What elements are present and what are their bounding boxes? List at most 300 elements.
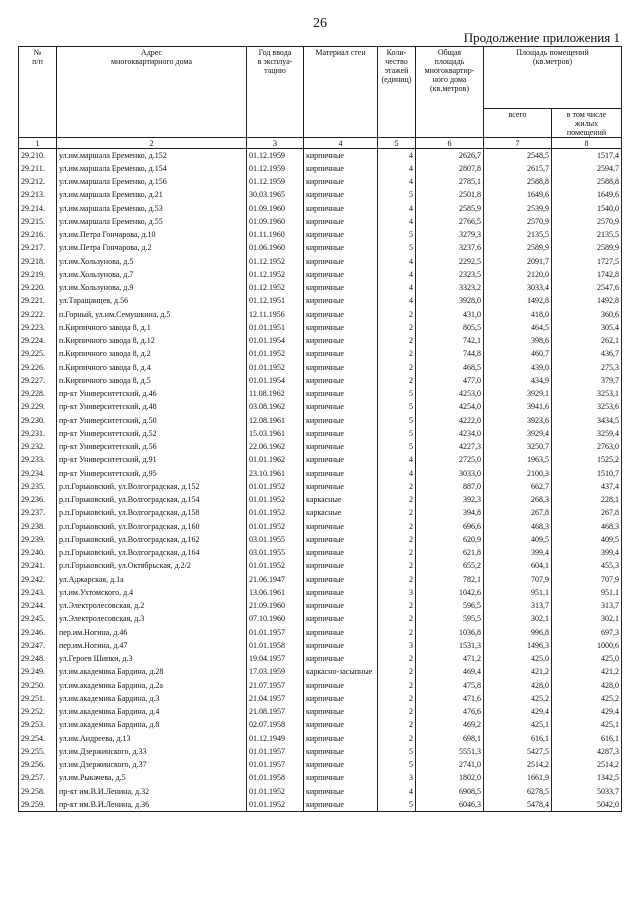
table-row [19, 427, 622, 440]
table-row [19, 175, 622, 188]
table-row [19, 586, 622, 599]
premises-total-cell: 1963,5 [484, 453, 552, 466]
row-number: 29.230. [19, 414, 57, 427]
row-number: 29.221. [19, 294, 57, 307]
premises-total-cell: 2514,2 [484, 758, 552, 771]
table-row [19, 374, 622, 387]
total-area-cell: 468,5 [416, 361, 484, 374]
floors-cell: 4 [378, 255, 416, 268]
total-area-cell: 2501,8 [416, 188, 484, 201]
residential-area-cell: 228,1 [552, 493, 622, 506]
total-area-cell: 742,1 [416, 334, 484, 347]
material-cell: кирпичные [304, 268, 378, 281]
floors-cell: 5 [378, 387, 416, 400]
premises-total-cell: 2100,3 [484, 467, 552, 480]
address-cell: пер.им.Ногина, д.46 [57, 626, 247, 639]
row-number: 29.228. [19, 387, 57, 400]
total-area-cell: 782,1 [416, 573, 484, 586]
address-cell: р.п.Горьковский, ул.Волгоградская, д.152 [57, 480, 247, 493]
material-cell: кирпичные [304, 374, 378, 387]
residential-area-cell: 1492,8 [552, 294, 622, 307]
address-cell: пр-кт Университетский, д.46 [57, 387, 247, 400]
address-cell: ул.им.маршала Еременко, д.152 [57, 149, 247, 162]
total-area-cell: 4222,0 [416, 414, 484, 427]
address-cell: ул.Аджарская, д.1а [57, 573, 247, 586]
header-address: Адрес многоквартирного дома [57, 47, 247, 138]
material-cell: кирпичные [304, 347, 378, 360]
row-number: 29.235. [19, 480, 57, 493]
row-number: 29.258. [19, 785, 57, 798]
residential-area-cell: 428,0 [552, 679, 622, 692]
row-number: 29.212. [19, 175, 57, 188]
address-cell: пр-кт Университетский, д.91 [57, 453, 247, 466]
year-cell: 17.03.1959 [247, 665, 304, 678]
total-area-cell: 2741,0 [416, 758, 484, 771]
year-cell: 30.03.1965 [247, 188, 304, 201]
residential-area-cell: 267,8 [552, 506, 622, 519]
residential-area-cell: 437,4 [552, 480, 622, 493]
residential-area-cell: 616,1 [552, 732, 622, 745]
total-area-cell: 469,2 [416, 718, 484, 731]
floors-cell: 2 [378, 361, 416, 374]
premises-total-cell: 399,4 [484, 546, 552, 559]
floors-cell: 5 [378, 745, 416, 758]
floors-cell: 4 [378, 149, 416, 162]
total-area-cell: 2323,5 [416, 268, 484, 281]
housing-register-table [18, 46, 622, 812]
floors-cell: 2 [378, 374, 416, 387]
floors-cell: 2 [378, 334, 416, 347]
total-area-cell: 595,5 [416, 612, 484, 625]
address-cell: ул.им.Андреева, д.13 [57, 732, 247, 745]
material-cell: кирпичные [304, 718, 378, 731]
premises-total-cell: 313,7 [484, 599, 552, 612]
material-cell: кирпичные [304, 467, 378, 480]
address-cell: ул.им.маршала Еременко, д.21 [57, 188, 247, 201]
column-number: 7 [484, 138, 552, 149]
total-area-cell: 4253,0 [416, 387, 484, 400]
table-row [19, 162, 622, 175]
row-number: 29.243. [19, 586, 57, 599]
address-cell: ул.им.академика Бардина, д.2а [57, 679, 247, 692]
residential-area-cell: 2594,7 [552, 162, 622, 175]
address-cell: ул.им.маршала Еременко, д.55 [57, 215, 247, 228]
premises-total-cell: 3250,7 [484, 440, 552, 453]
table-row [19, 652, 622, 665]
row-number: 29.234. [19, 467, 57, 480]
table-row [19, 758, 622, 771]
floors-cell: 5 [378, 228, 416, 241]
floors-cell: 2 [378, 308, 416, 321]
material-cell: кирпичные [304, 202, 378, 215]
residential-area-cell: 1517,4 [552, 149, 622, 162]
table-row [19, 785, 622, 798]
residential-area-cell: 1342,5 [552, 771, 622, 784]
year-cell: 12.08.1961 [247, 414, 304, 427]
residential-area-cell: 3253,1 [552, 387, 622, 400]
address-cell: ул.им.маршала Еременко, д.53 [57, 202, 247, 215]
premises-total-cell: 425,0 [484, 652, 552, 665]
floors-cell: 4 [378, 215, 416, 228]
address-cell: р.п.Горьковский, ул.Волгоградская, д.154 [57, 493, 247, 506]
premises-total-cell: 604,1 [484, 559, 552, 572]
premises-total-cell: 439,0 [484, 361, 552, 374]
residential-area-cell: 3434,5 [552, 414, 622, 427]
floors-cell: 5 [378, 400, 416, 413]
material-cell: кирпичные [304, 599, 378, 612]
address-cell: пр-кт Университетский, д.48 [57, 400, 247, 413]
residential-area-cell: 1000,6 [552, 639, 622, 652]
row-number: 29.225. [19, 347, 57, 360]
table-row [19, 559, 622, 572]
table-row [19, 387, 622, 400]
floors-cell: 5 [378, 241, 416, 254]
material-cell: кирпичные [304, 228, 378, 241]
row-number: 29.236. [19, 493, 57, 506]
year-cell: 22.06.1962 [247, 440, 304, 453]
residential-area-cell: 425,2 [552, 692, 622, 705]
address-cell: ул.им.академика Бардина, д.4 [57, 705, 247, 718]
column-number: 8 [552, 138, 622, 149]
residential-area-cell: 421,2 [552, 665, 622, 678]
year-cell: 15.03.1961 [247, 427, 304, 440]
floors-cell: 4 [378, 467, 416, 480]
residential-area-cell: 2763,0 [552, 440, 622, 453]
material-cell: кирпичные [304, 361, 378, 374]
table-row [19, 732, 622, 745]
total-area-cell: 3928,0 [416, 294, 484, 307]
floors-cell: 2 [378, 533, 416, 546]
total-area-cell: 477,0 [416, 374, 484, 387]
total-area-cell: 4234,0 [416, 427, 484, 440]
premises-total-cell: 2539,9 [484, 202, 552, 215]
residential-area-cell: 1727,5 [552, 255, 622, 268]
premises-total-cell: 460,7 [484, 347, 552, 360]
header-premises-area: Площадь помещений (кв.метров) [484, 47, 622, 109]
row-number: 29.215. [19, 215, 57, 228]
floors-cell: 2 [378, 718, 416, 731]
total-area-cell: 620,9 [416, 533, 484, 546]
table-row [19, 400, 622, 413]
material-cell: кирпичные [304, 732, 378, 745]
year-cell: 01.11.1960 [247, 228, 304, 241]
floors-cell: 2 [378, 506, 416, 519]
premises-total-cell: 2570,9 [484, 215, 552, 228]
year-cell: 01.01.1957 [247, 626, 304, 639]
table-row [19, 467, 622, 480]
address-cell: ул.им.Петра Гончарова, д.10 [57, 228, 247, 241]
address-cell: ул.Героев Шипки, д.3 [57, 652, 247, 665]
total-area-cell: 1036,8 [416, 626, 484, 639]
table-row [19, 281, 622, 294]
total-area-cell: 4254,0 [416, 400, 484, 413]
year-cell: 01.01.1952 [247, 798, 304, 811]
floors-cell: 4 [378, 175, 416, 188]
year-cell: 01.12.1949 [247, 732, 304, 745]
premises-total-cell: 2615,7 [484, 162, 552, 175]
year-cell: 03.08.1962 [247, 400, 304, 413]
table-row [19, 599, 622, 612]
row-number: 29.249. [19, 665, 57, 678]
table-row [19, 308, 622, 321]
table-row [19, 149, 622, 162]
table-row [19, 453, 622, 466]
total-area-cell: 2785,1 [416, 175, 484, 188]
table-row [19, 705, 622, 718]
column-number: 4 [304, 138, 378, 149]
address-cell: ул.Электролесовская, д.3 [57, 612, 247, 625]
floors-cell: 5 [378, 758, 416, 771]
floors-cell: 4 [378, 294, 416, 307]
row-number: 29.210. [19, 149, 57, 162]
table-row [19, 612, 622, 625]
material-cell: кирпичные [304, 480, 378, 493]
residential-area-cell: 5042,0 [552, 798, 622, 811]
address-cell: ул.им.маршала Еременко, д.154 [57, 162, 247, 175]
total-area-cell: 471,2 [416, 652, 484, 665]
premises-total-cell: 2120,0 [484, 268, 552, 281]
year-cell: 01.01.1962 [247, 453, 304, 466]
material-cell: кирпичные [304, 255, 378, 268]
premises-total-cell: 3941,6 [484, 400, 552, 413]
address-cell: пер.им.Ногина, д.47 [57, 639, 247, 652]
premises-total-cell: 3929,1 [484, 387, 552, 400]
row-number: 29.231. [19, 427, 57, 440]
floors-cell: 2 [378, 493, 416, 506]
row-number: 29.224. [19, 334, 57, 347]
floors-cell: 2 [378, 732, 416, 745]
floors-cell: 5 [378, 427, 416, 440]
residential-area-cell: 262,1 [552, 334, 622, 347]
premises-total-cell: 267,8 [484, 506, 552, 519]
header-material: Материал стен [304, 47, 378, 138]
premises-total-cell: 3923,6 [484, 414, 552, 427]
premises-total-cell: 418,0 [484, 308, 552, 321]
floors-cell: 4 [378, 453, 416, 466]
premises-total-cell: 302,1 [484, 612, 552, 625]
address-cell: р.п.Горьковский, ул.Волгоградская, д.158 [57, 506, 247, 519]
residential-area-cell: 1742,8 [552, 268, 622, 281]
material-cell: каркасно-засыпные [304, 665, 378, 678]
residential-area-cell: 399,4 [552, 546, 622, 559]
premises-total-cell: 707,9 [484, 573, 552, 586]
year-cell: 01.01.1952 [247, 506, 304, 519]
residential-area-cell: 379,7 [552, 374, 622, 387]
material-cell: кирпичные [304, 785, 378, 798]
floors-cell: 4 [378, 202, 416, 215]
premises-total-cell: 2091,7 [484, 255, 552, 268]
year-cell: 01.01.1952 [247, 480, 304, 493]
row-number: 29.227. [19, 374, 57, 387]
table-row [19, 321, 622, 334]
residential-area-cell: 313,7 [552, 599, 622, 612]
row-number: 29.257. [19, 771, 57, 784]
total-area-cell: 2725,0 [416, 453, 484, 466]
premises-total-cell: 421,2 [484, 665, 552, 678]
total-area-cell: 6046,3 [416, 798, 484, 811]
floors-cell: 4 [378, 162, 416, 175]
row-number: 29.239. [19, 533, 57, 546]
address-cell: ул.им.Дзержинского, д.37 [57, 758, 247, 771]
total-area-cell: 475,8 [416, 679, 484, 692]
table-row [19, 692, 622, 705]
material-cell: кирпичные [304, 705, 378, 718]
table-row [19, 493, 622, 506]
floors-cell: 2 [378, 520, 416, 533]
material-cell: кирпичные [304, 745, 378, 758]
floors-cell: 2 [378, 480, 416, 493]
premises-total-cell: 3033,4 [484, 281, 552, 294]
material-cell: кирпичные [304, 400, 378, 413]
total-area-cell: 1802,0 [416, 771, 484, 784]
table-row [19, 188, 622, 201]
year-cell: 01.01.1952 [247, 493, 304, 506]
table-row [19, 334, 622, 347]
premises-total-cell: 398,6 [484, 334, 552, 347]
residential-area-cell: 2589,9 [552, 241, 622, 254]
floors-cell: 2 [378, 665, 416, 678]
total-area-cell: 2292,5 [416, 255, 484, 268]
total-area-cell: 3033,0 [416, 467, 484, 480]
material-cell: кирпичные [304, 626, 378, 639]
premises-total-cell: 616,1 [484, 732, 552, 745]
row-number: 29.233. [19, 453, 57, 466]
residential-area-cell: 2514,2 [552, 758, 622, 771]
total-area-cell: 805,5 [416, 321, 484, 334]
material-cell: кирпичные [304, 308, 378, 321]
year-cell: 23.10.1961 [247, 467, 304, 480]
row-number: 29.254. [19, 732, 57, 745]
residential-area-cell: 436,7 [552, 347, 622, 360]
row-number: 29.246. [19, 626, 57, 639]
header-floors: Коли- чество этажей (единиц) [378, 47, 416, 138]
table-row [19, 294, 622, 307]
material-cell: кирпичные [304, 414, 378, 427]
header-premises-residential: в том числе жилых помещений [552, 109, 622, 138]
row-number: 29.223. [19, 321, 57, 334]
year-cell: 21.09.1960 [247, 599, 304, 612]
total-area-cell: 2626,7 [416, 149, 484, 162]
material-cell: кирпичные [304, 215, 378, 228]
residential-area-cell: 305,4 [552, 321, 622, 334]
address-cell: ул.им.Петра Гончарова, д.2 [57, 241, 247, 254]
row-number: 29.259. [19, 798, 57, 811]
year-cell: 01.01.1954 [247, 374, 304, 387]
residential-area-cell: 360,6 [552, 308, 622, 321]
material-cell: каркасные [304, 493, 378, 506]
table-row [19, 255, 622, 268]
floors-cell: 4 [378, 281, 416, 294]
year-cell: 01.01.1958 [247, 639, 304, 652]
floors-cell: 2 [378, 321, 416, 334]
table-row [19, 202, 622, 215]
premises-total-cell: 951,1 [484, 586, 552, 599]
year-cell: 01.12.1952 [247, 268, 304, 281]
total-area-cell: 698,1 [416, 732, 484, 745]
header-year: Год ввода в эксплуа- тацию [247, 47, 304, 138]
material-cell: кирпичные [304, 427, 378, 440]
year-cell: 01.12.1959 [247, 149, 304, 162]
year-cell: 01.12.1959 [247, 162, 304, 175]
premises-total-cell: 1649,6 [484, 188, 552, 201]
residential-area-cell: 468,3 [552, 520, 622, 533]
material-cell: кирпичные [304, 294, 378, 307]
material-cell: кирпичные [304, 162, 378, 175]
material-cell: кирпичные [304, 175, 378, 188]
material-cell: кирпичные [304, 612, 378, 625]
total-area-cell: 655,2 [416, 559, 484, 572]
residential-area-cell: 2570,9 [552, 215, 622, 228]
table-row [19, 745, 622, 758]
address-cell: ул.Электролесовская, д.2 [57, 599, 247, 612]
year-cell: 01.01.1954 [247, 334, 304, 347]
residential-area-cell: 425,1 [552, 718, 622, 731]
residential-area-cell: 3259,4 [552, 427, 622, 440]
total-area-cell: 696,6 [416, 520, 484, 533]
year-cell: 12.11.1956 [247, 308, 304, 321]
year-cell: 01.09.1960 [247, 202, 304, 215]
address-cell: ул.им.Ухтомского, д.4 [57, 586, 247, 599]
table-row [19, 771, 622, 784]
table-row [19, 533, 622, 546]
total-area-cell: 471,6 [416, 692, 484, 705]
table-row [19, 798, 622, 811]
material-cell: кирпичные [304, 321, 378, 334]
premises-total-cell: 3929,4 [484, 427, 552, 440]
year-cell: 01.01.1952 [247, 347, 304, 360]
floors-cell: 2 [378, 612, 416, 625]
premises-total-cell: 5427,5 [484, 745, 552, 758]
total-area-cell: 2807,8 [416, 162, 484, 175]
row-number: 29.248. [19, 652, 57, 665]
residential-area-cell: 455,3 [552, 559, 622, 572]
residential-area-cell: 2588,8 [552, 175, 622, 188]
material-cell: кирпичные [304, 798, 378, 811]
column-number: 6 [416, 138, 484, 149]
total-area-cell: 431,0 [416, 308, 484, 321]
table-row [19, 573, 622, 586]
row-number: 29.238. [19, 520, 57, 533]
material-cell: кирпичные [304, 188, 378, 201]
total-area-cell: 1531,3 [416, 639, 484, 652]
premises-total-cell: 268,3 [484, 493, 552, 506]
residential-area-cell: 1510,7 [552, 467, 622, 480]
year-cell: 01.01.1952 [247, 559, 304, 572]
row-number: 29.214. [19, 202, 57, 215]
table-row [19, 361, 622, 374]
premises-total-cell: 5478,4 [484, 798, 552, 811]
residential-area-cell: 2547,6 [552, 281, 622, 294]
material-cell: кирпичные [304, 334, 378, 347]
page-number: 26 [313, 16, 327, 31]
total-area-cell: 476,6 [416, 705, 484, 718]
column-number: 2 [57, 138, 247, 149]
row-number: 29.218. [19, 255, 57, 268]
header-total-area: Общая площадь многоквартир- ного дома (кв.метров) [416, 47, 484, 138]
address-cell: пр-кт Университетский, д.56 [57, 440, 247, 453]
table-row [19, 480, 622, 493]
row-number: 29.242. [19, 573, 57, 586]
material-cell: кирпичные [304, 453, 378, 466]
total-area-cell: 744,8 [416, 347, 484, 360]
address-cell: р.п.Горьковский, ул.Октябрьская, д.2/2 [57, 559, 247, 572]
address-cell: п.Кирпичного завода 8, д.2 [57, 347, 247, 360]
floors-cell: 3 [378, 586, 416, 599]
residential-area-cell: 409,5 [552, 533, 622, 546]
year-cell: 07.10.1960 [247, 612, 304, 625]
floors-cell: 2 [378, 626, 416, 639]
row-number: 29.222. [19, 308, 57, 321]
